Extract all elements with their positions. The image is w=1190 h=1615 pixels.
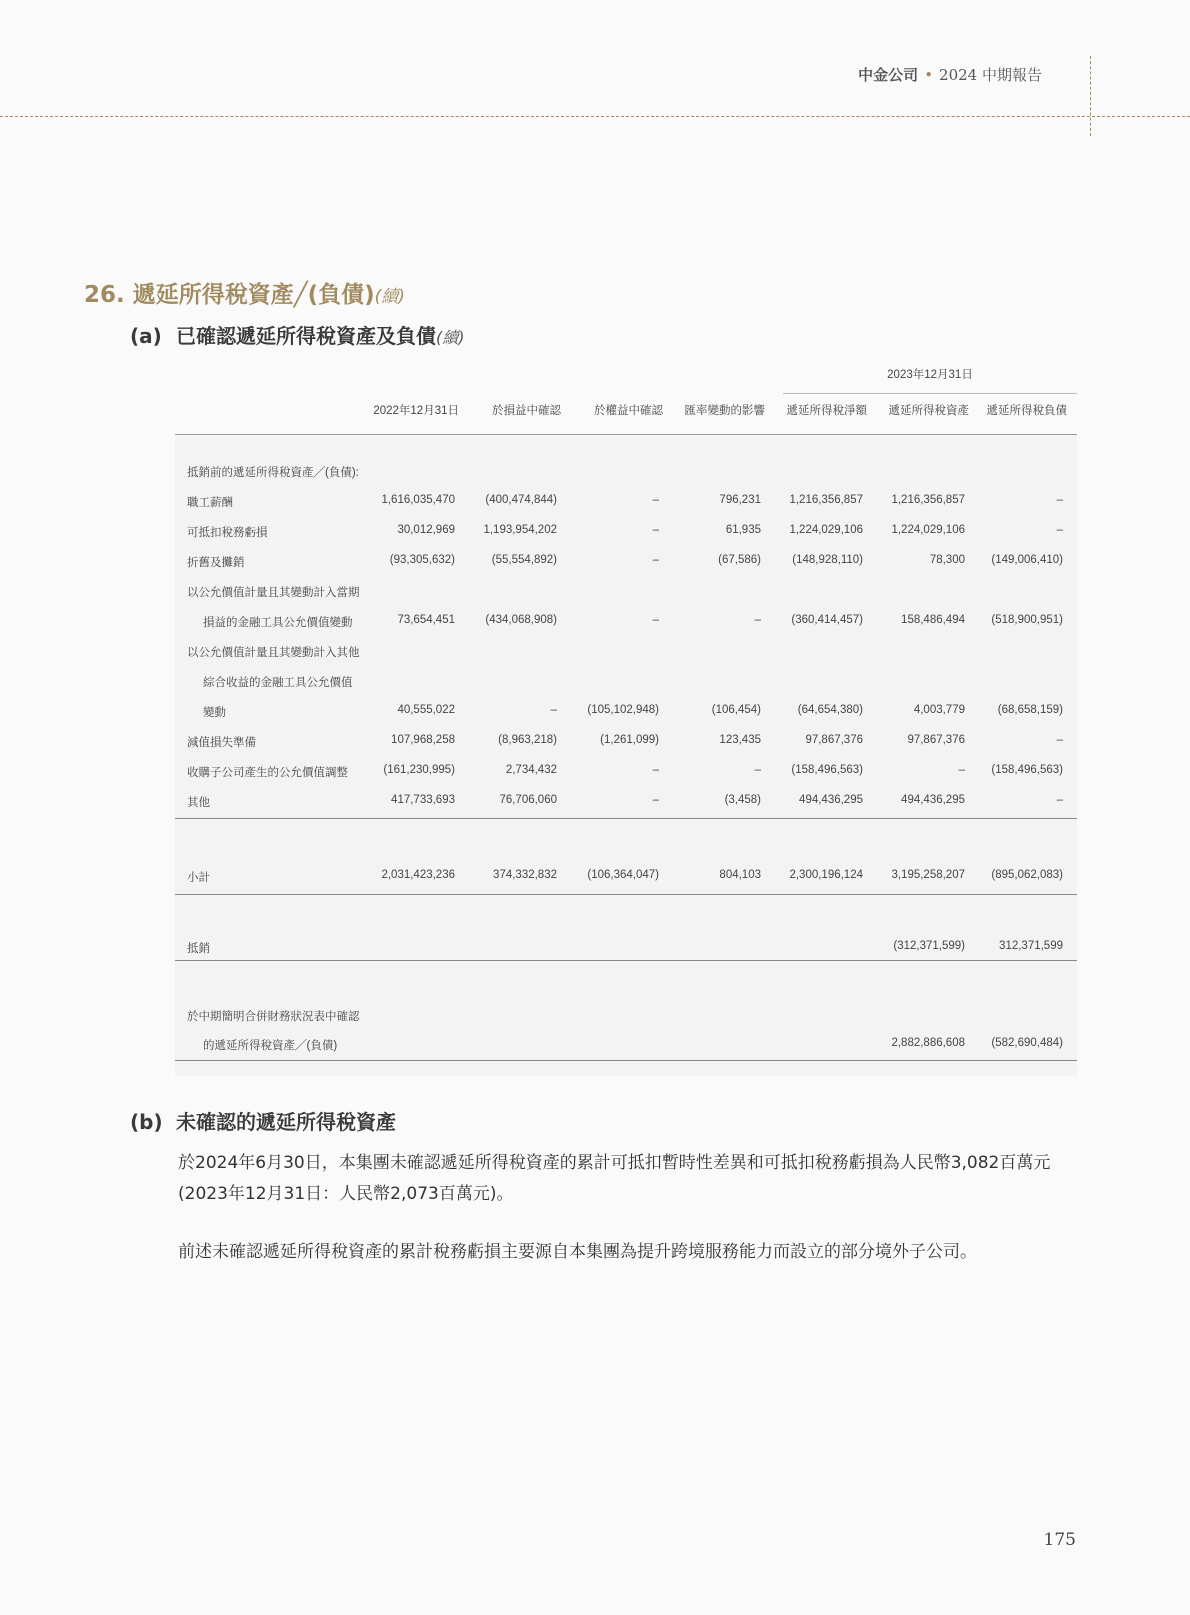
cell-value: (158,496,563)	[991, 764, 1063, 776]
cell-value: (518,900,951)	[991, 614, 1063, 626]
cell-value: 2,882,886,608	[891, 1037, 965, 1049]
header-report: 2024 中期報告	[939, 66, 1042, 84]
running-header	[858, 64, 1042, 85]
cell-value: –	[652, 764, 659, 776]
cell-value: 1,216,356,857	[891, 494, 965, 506]
cell-value: 1,216,356,857	[789, 494, 863, 506]
row-label: 於中期簡明合併財務狀況表中確認	[187, 1011, 360, 1023]
cell-value: (55,554,892)	[491, 554, 557, 566]
cell-value: 312,371,599	[999, 940, 1063, 952]
cell-value: 2,734,432	[505, 764, 557, 776]
cell-value: (93,305,632)	[389, 554, 455, 566]
cell-value: 97,867,376	[907, 734, 965, 746]
header-rule	[175, 434, 1077, 435]
section-number: 26.	[84, 282, 125, 308]
offset-rule	[175, 960, 1077, 961]
cell-value: (312,371,599)	[893, 940, 965, 952]
cell-value: –	[1056, 524, 1063, 536]
cell-value: 804,103	[719, 869, 761, 881]
table-row-offset	[175, 940, 1077, 968]
paragraph-source-of-losses: 前述未確認遞延所得稅資產的累計稅務虧損主要源自本集團為提升跨境服務能力而設立的部分境外子公司。	[178, 1242, 977, 1262]
cell-value: (3,458)	[724, 794, 761, 806]
row-label: 綜合收益的金融工具公允價值	[203, 677, 353, 689]
cell-value: (149,006,410)	[991, 554, 1063, 566]
cell-value: (67,586)	[718, 554, 761, 566]
table-row-label-line	[175, 1008, 1077, 1036]
cell-value: 107,968,258	[391, 734, 455, 746]
row-label: 減值損失準備	[187, 737, 256, 749]
table-row	[175, 554, 1077, 582]
row-label: 損益的金融工具公允價值變動	[203, 617, 353, 629]
paragraph-unrecognised-amount: 於2024年6月30日，本集團未確認遞延所得稅資產的累計可抵扣暫時性差異和可抵扣稅務虧損為人民幣3,082百萬元(2023年12月31日：人民幣2,073百萬元)。	[178, 1153, 1051, 1204]
cell-value: 40,555,022	[397, 704, 455, 716]
table-row-subtotal	[175, 869, 1077, 897]
total-rule	[175, 1060, 1077, 1061]
cell-value: 494,436,295	[901, 794, 965, 806]
cell-value: 417,733,693	[391, 794, 455, 806]
cell-value: 374,332,832	[493, 869, 557, 881]
cell-value: 2,300,196,124	[789, 869, 863, 881]
cell-value: 97,867,376	[805, 734, 863, 746]
cell-value: 73,654,451	[397, 614, 455, 626]
cell-value: –	[652, 614, 659, 626]
row-label: 職工薪酬	[187, 497, 233, 509]
cell-value: (148,928,110)	[792, 554, 863, 566]
row-label: 小計	[187, 872, 210, 884]
cell-value: –	[652, 554, 659, 566]
cell-value: –	[1056, 734, 1063, 746]
cell-value: (1,261,099)	[600, 734, 659, 746]
table-section-label	[175, 464, 1077, 492]
cell-value: 61,935	[725, 524, 761, 536]
cell-value: (400,474,844)	[485, 494, 557, 506]
row-label: 其他	[187, 797, 210, 809]
cell-value: 78,300	[929, 554, 965, 566]
cell-value: –	[1056, 494, 1063, 506]
column-header: 遞延所得稅資產	[888, 405, 969, 417]
cell-value: (8,963,218)	[498, 734, 557, 746]
cell-value: –	[652, 794, 659, 806]
cell-value: 1,616,035,470	[381, 494, 455, 506]
row-rule	[175, 818, 1077, 819]
cell-value: 158,486,494	[901, 614, 965, 626]
table-row-label-line	[175, 644, 1077, 672]
row-label: 以公允價值計量且其變動計入當期	[187, 587, 360, 599]
cell-value: 2,031,423,236	[381, 869, 455, 881]
subsection-a-text: 已確認遞延所得稅資產及負債	[176, 324, 436, 348]
subsection-b-label: (b)	[130, 1110, 163, 1134]
column-group-header: 2023年12月31日	[783, 366, 1077, 394]
cell-value: (106,454)	[711, 704, 761, 716]
cell-value: 494,436,295	[799, 794, 863, 806]
column-headers	[175, 402, 1077, 427]
column-header: 於損益中確認	[492, 405, 561, 417]
header-dashed-rule	[0, 116, 1190, 117]
table-row	[175, 524, 1077, 552]
header-dashed-marker	[1090, 56, 1091, 136]
row-label: 抵銷前的遞延所得稅資產╱(負債):	[187, 467, 359, 479]
header-company: 中金公司	[858, 66, 919, 84]
section-title-text: 遞延所得稅資產╱(負債)	[132, 282, 375, 308]
table-row	[175, 614, 1077, 642]
cell-value: –	[550, 704, 557, 716]
row-label: 折舊及攤銷	[187, 557, 245, 569]
section-continued: (續)	[374, 287, 405, 307]
column-header: 遞延所得稅淨額	[786, 405, 867, 417]
table-row	[175, 494, 1077, 522]
table-row	[175, 704, 1077, 732]
cell-value: (895,062,083)	[991, 869, 1063, 881]
cell-value: –	[652, 524, 659, 536]
cell-value: 1,193,954,202	[483, 524, 557, 536]
column-header: 2022年12月31日	[373, 405, 459, 417]
row-label: 變動	[203, 707, 226, 719]
subsection-a-continued: (續)	[436, 328, 465, 347]
cell-value: 76,706,060	[499, 794, 557, 806]
table-row	[175, 734, 1077, 762]
cell-value: (64,654,380)	[797, 704, 863, 716]
cell-value: –	[958, 764, 965, 776]
cell-value: 4,003,779	[913, 704, 965, 716]
subsection-a-title	[130, 320, 465, 349]
cell-value: 3,195,258,207	[891, 869, 965, 881]
section-title	[84, 276, 405, 309]
cell-value: (68,658,159)	[997, 704, 1063, 716]
cell-value: (106,364,047)	[587, 869, 659, 881]
table-row-label-line	[175, 584, 1077, 612]
row-label: 可抵扣稅務虧損	[187, 527, 268, 539]
cell-value: 123,435	[719, 734, 761, 746]
cell-value: (161,230,995)	[383, 764, 455, 776]
cell-value: –	[652, 494, 659, 506]
subsection-b-title	[130, 1106, 396, 1135]
cell-value: (360,414,457)	[791, 614, 863, 626]
cell-value: (434,068,908)	[485, 614, 557, 626]
cell-value: 30,012,969	[397, 524, 455, 536]
table-row-label-line	[175, 674, 1077, 702]
row-label: 收購子公司產生的公允價值調整	[187, 767, 348, 779]
row-label: 的遞延所得稅資產╱(負債)	[203, 1040, 338, 1052]
subtotal-rule	[175, 894, 1077, 895]
cell-value: –	[1056, 794, 1063, 806]
table-row	[175, 764, 1077, 792]
cell-value: –	[754, 764, 761, 776]
row-label: 以公允價值計量且其變動計入其他	[187, 647, 360, 659]
column-header: 匯率變動的影響	[684, 405, 765, 417]
subsection-b-text: 未確認的遞延所得稅資產	[176, 1110, 396, 1134]
column-header: 遞延所得稅負債	[986, 405, 1067, 417]
header-bullet: •	[924, 66, 934, 84]
cell-value: (158,496,563)	[791, 764, 863, 776]
subsection-a-label: (a)	[130, 324, 162, 348]
cell-value: 1,224,029,106	[789, 524, 863, 536]
cell-value: –	[754, 614, 761, 626]
cell-value: 796,231	[719, 494, 761, 506]
row-label: 抵銷	[187, 943, 210, 955]
column-header: 於權益中確認	[594, 405, 663, 417]
page-number: 175	[1043, 1530, 1076, 1550]
cell-value: (105,102,948)	[587, 704, 659, 716]
cell-value: (582,690,484)	[991, 1037, 1063, 1049]
cell-value: 1,224,029,106	[891, 524, 965, 536]
